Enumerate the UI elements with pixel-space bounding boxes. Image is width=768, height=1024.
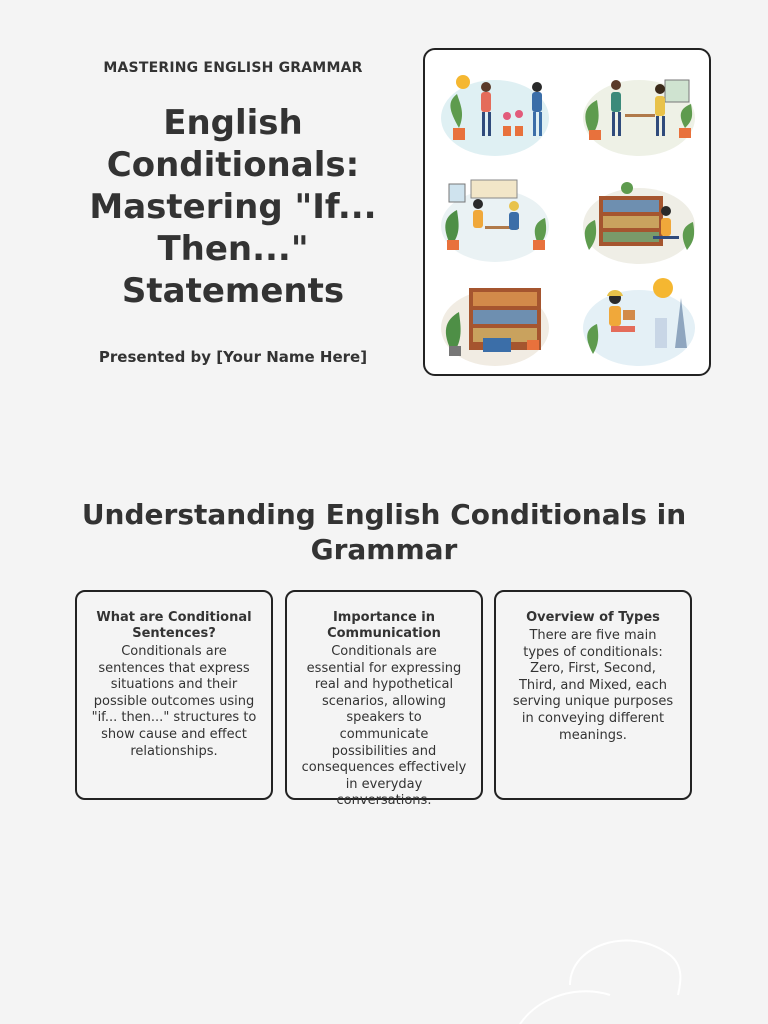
info-card-overview-types — [494, 590, 692, 800]
title-block — [80, 60, 386, 366]
card-heading: Importance in Communication — [327, 610, 441, 641]
section-title: Understanding English Conditionals in Grammar — [81, 498, 687, 566]
card-heading: What are Conditional Sentences? — [96, 610, 252, 641]
plant-studio-workers-illustration — [583, 80, 695, 156]
card-body: There are five main types of conditionals: Zero, First, Second, Third, and Mixed, each serving unique purposes in conveying different meanings. — [512, 628, 674, 743]
hero-illustration-panel — [423, 48, 711, 376]
info-card-conditional-sentences — [75, 590, 273, 800]
card-body: Conditionals are essential for expressing real and hypothetical scenarios, allowing speakers to communicate possibilities and consequences effectively in everyday conversations. — [301, 644, 467, 809]
eyebrow-label: MASTERING ENGLISH GRAMMAR — [103, 60, 363, 76]
city-reader-illustration — [583, 278, 695, 366]
info-card-importance — [285, 590, 483, 809]
study-table-discussion-illustration — [441, 180, 549, 262]
bookshelf-stack-illustration — [441, 288, 549, 366]
presenter-line: Presented by [Your Name Here] — [98, 348, 368, 366]
library-reading-illustration — [583, 182, 695, 264]
decorative-curve — [510, 925, 690, 1024]
sunny-garden-watering-illustration — [441, 75, 549, 156]
page-title: English Conditionals: Mastering "If... Then..." Statements — [89, 103, 377, 311]
card-body: Conditionals are sentences that express situations and their possible outcomes using "if... then..." structures to show cause and effect relationships. — [91, 644, 257, 759]
card-heading: Overview of Types — [526, 610, 660, 625]
